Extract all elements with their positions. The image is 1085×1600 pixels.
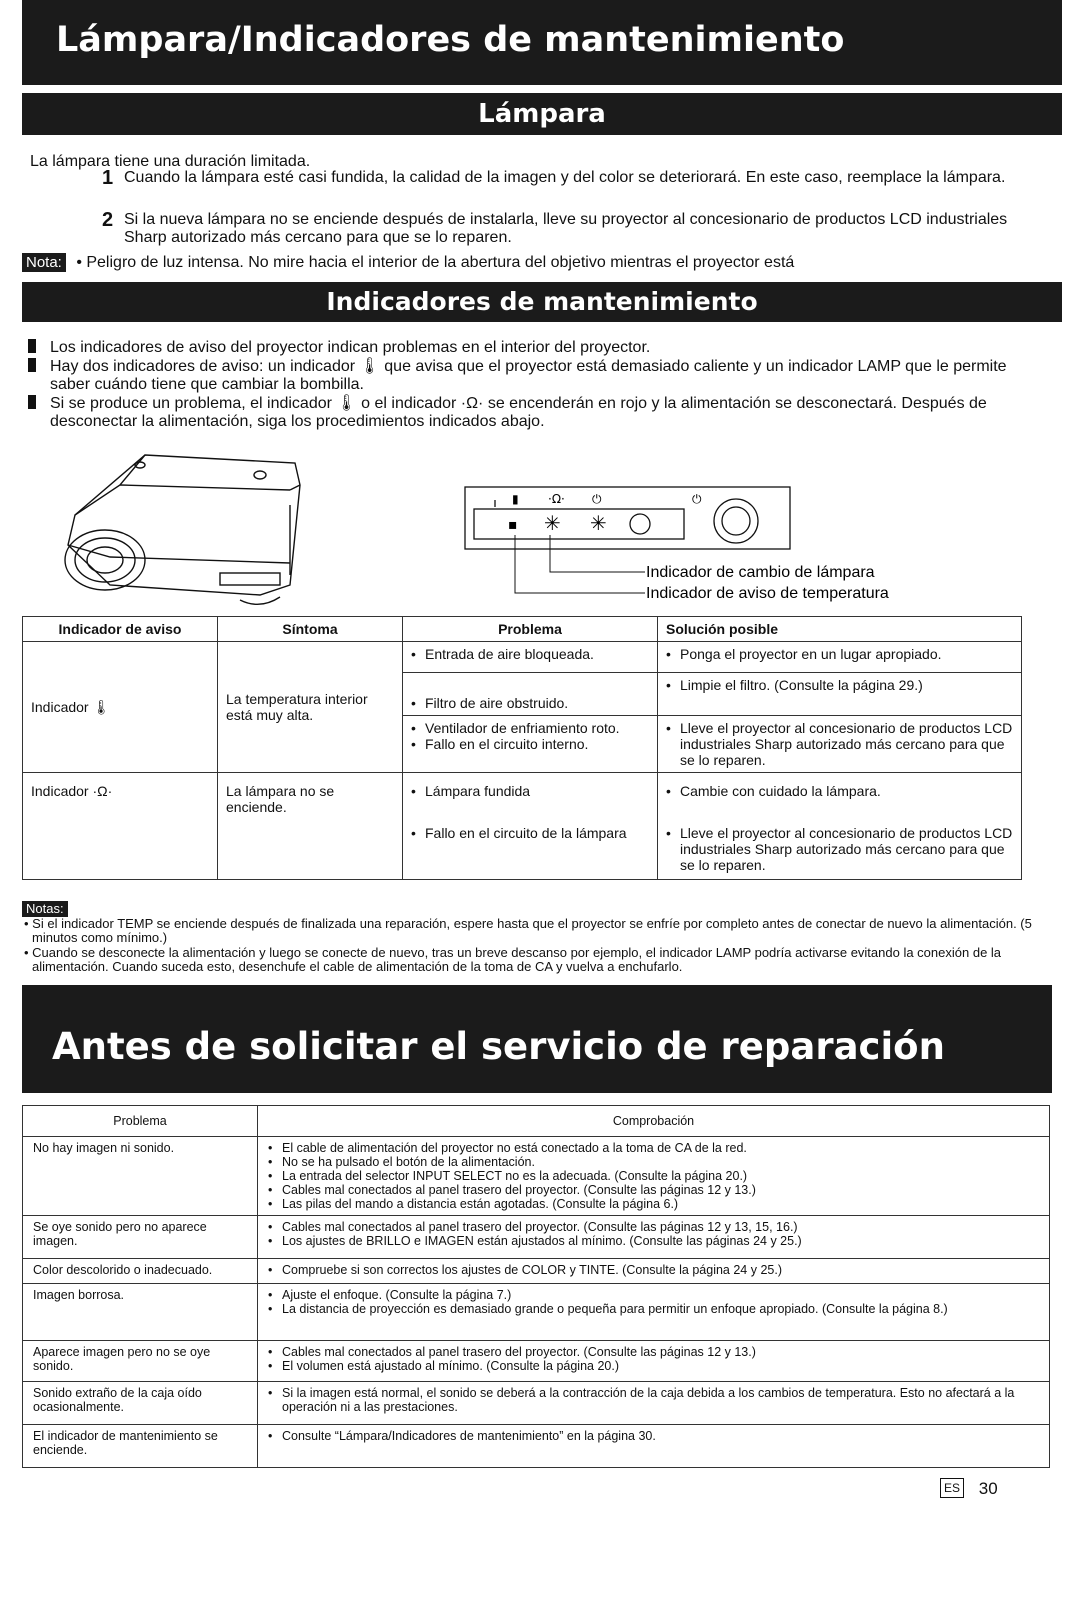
note-item: • Si el indicador TEMP se enciende después de finalizada una reparación, espere hasta que el proyector se enfríe por completo antes de conectar de nuevo la alimentación. (5 minutos como mínimo.) (24, 916, 1032, 945)
table-row (23, 1425, 1050, 1468)
lamp-note (22, 253, 1062, 272)
solution-cell: • Ponga el proyector en un lugar apropiado. (658, 642, 1022, 673)
service-title: Antes de solicitar el servicio de reparación (52, 1025, 945, 1068)
page-footer (940, 1478, 998, 1499)
check-cell: • El cable de alimentación del proyector no está conectado a la toma de CA de la red. • No se ha pulsado el botón de la alimentación. • La entrada del selector INPUT SELECT no es la adecuada. (Consulte la página 20.) • Cables mal conectados al panel trasero del proyector. (Consulte las páginas 12 y 13.) • Las pilas del mando a distancia están agotadas. (Consulte la página 6.) (258, 1137, 1050, 1216)
header-check: Comprobación (258, 1106, 1050, 1137)
check-cell: • Si la imagen está normal, el sonido se deberá a la contracción de la caja debida a los cambios de temperatura. Esto no afectará a la operación ni a las prestaciones. (258, 1382, 1050, 1425)
power-icon: ⏻ (692, 492, 702, 506)
header-symptom: Síntoma (218, 617, 403, 642)
solution-cell: • Limpie el filtro. (Consulte la página 29.) (658, 673, 1022, 716)
table-row (23, 1259, 1050, 1284)
table-row (23, 1382, 1050, 1425)
note-item: • Cuando se desconecte la alimentación y luego se conecte de nuevo, tras un breve descanso por ejemplo, el indicador LAMP podría activarse evitando la conexión de la alimentación. Cuando suceda esto, desenchufe el cable de alimentación de la toma de CA y vuelva a enchufarlo. (24, 945, 1002, 974)
table-row (23, 642, 1022, 673)
table-row (23, 1341, 1050, 1382)
maintenance-bullets (28, 339, 1023, 431)
indicator-cell: Indicador 🌡 (23, 642, 218, 773)
callout-temp-label: Indicador de aviso de temperatura (646, 585, 889, 602)
problem-cell: Sonido extraño de la caja oído ocasionalmente. (23, 1382, 258, 1425)
problem-cell: No hay imagen ni sonido. (23, 1137, 258, 1216)
check-cell: • Ajuste el enfoque. (Consulte la página 7.) • La distancia de proyección es demasiado grande o pequeña para permitir un enfoque apropiado. (Consulte la página 8.) (258, 1284, 1050, 1341)
language-badge: ES (940, 1478, 964, 1498)
problem-cell: Imagen borrosa. (23, 1284, 258, 1341)
solution-cell: • Lleve el proyector al concesionario de productos LCD industriales Sharp autorizado más cercano para que se lo reparen. (658, 821, 1022, 880)
lamp-icon: ·Ω· (548, 492, 565, 506)
item-number: 1 (102, 167, 114, 189)
table-row (23, 773, 1022, 822)
power-icon: ⏻ (592, 492, 602, 506)
item-text: Cuando la lámpara esté casi fundida, la calidad de la imagen y del color se deteriorará. En este caso, reemplace la lámpara. (124, 169, 1006, 186)
item-number: 2 (102, 209, 114, 231)
bullet-square (28, 358, 36, 372)
service-table (22, 1105, 1050, 1468)
table-row (23, 1216, 1050, 1259)
power-led-icon: ✳ (590, 511, 607, 535)
header-indicator: Indicador de aviso (23, 617, 218, 642)
header-problem: Problema (23, 1106, 258, 1137)
symptom-cell: La lámpara no se enciende. (218, 773, 403, 880)
callout-lines (515, 535, 645, 593)
note-text: • Peligro de luz intensa. No mire hacia el interior de la abertura del objetivo mientras el proyector está (76, 254, 795, 271)
item-text: Si la nueva lámpara no se enciende después de instalarla, lleve su proyector al concesionario de productos LCD industriales Sharp autorizado más cercano para que se lo reparen. (124, 211, 1008, 246)
table-row (23, 1284, 1050, 1341)
bullet-square (28, 339, 36, 353)
check-cell: • Cables mal conectados al panel trasero del proyector. (Consulte las páginas 12 y 13, 15, 16.) • Los ajustes de BRILLO e IMAGEN están ajustados al mínimo. (Consulte las páginas 24 y 25.) (258, 1216, 1050, 1259)
problem-cell: Se oye sonido pero no aparece imagen. (23, 1216, 258, 1259)
temp-led-icon: ▪ (508, 517, 518, 533)
thermometer-icon: ▮ (512, 492, 519, 506)
page-title: Lámpara/Indicadores de mantenimiento (56, 20, 845, 60)
symptom-cell: La temperatura interior está muy alta. (218, 642, 403, 773)
page-number: 30 (978, 1479, 998, 1498)
service-banner (22, 985, 1052, 1093)
lamp-intro: La lámpara tiene una duración limitada. (30, 153, 311, 170)
lamp-item-2 (102, 211, 1022, 247)
indicator-cell: Indicador ·Ω· (23, 773, 218, 880)
list-item: Los indicadores de aviso del proyector indican problemas en el interior del proyector. (28, 339, 1023, 357)
list-item: Si se produce un problema, el indicador 🌡 o el indicador ·Ω· se encenderán en rojo y la alimentación se desconectará. Después de desconectar la alimentación, siga los procedimientos indicados abajo. (28, 395, 1023, 431)
lamp-section-heading: Lámpara (22, 93, 1062, 135)
table-header-row (23, 617, 1022, 642)
projector-illustration (65, 455, 300, 604)
warning-indicator-table (22, 616, 1022, 880)
problem-cell: Aparece imagen pero no se oye sonido. (23, 1341, 258, 1382)
check-cell: • Consulte “Lámpara/Indicadores de mantenimiento” en la página 30. (258, 1425, 1050, 1468)
header-banner (22, 0, 1062, 85)
bullet-square (28, 395, 36, 409)
projector-diagram (50, 445, 910, 615)
problem-cell: • Lámpara fundida (403, 773, 658, 822)
problem-cell: Color descolorido o inadecuado. (23, 1259, 258, 1284)
problem-cell: • Fallo en el circuito de la lámpara (403, 821, 658, 880)
note-badge: Nota: (22, 253, 66, 272)
problem-cell: El indicador de mantenimiento se enciende. (23, 1425, 258, 1468)
problem-cell: • Ventilador de enfriamiento roto. • Fallo en el circuito interno. (403, 716, 658, 773)
solution-cell: • Cambie con cuidado la lámpara. (658, 773, 1022, 822)
problem-cell: • Entrada de aire bloqueada. (403, 642, 658, 673)
lamp-item-1 (102, 169, 1022, 187)
list-item: Hay dos indicadores de aviso: un indicador 🌡 que avisa que el proyector está demasiado caliente y un indicador LAMP que le permite saber cuándo tiene que cambiar la bombilla. (28, 358, 1023, 394)
callout-lamp-label: Indicador de cambio de lámpara (646, 564, 875, 581)
table-header-row (23, 1106, 1050, 1137)
header-problem: Problema (403, 617, 658, 642)
header-solution: Solución posible (658, 617, 1022, 642)
notes-badge: Notas: (22, 901, 68, 917)
check-cell: • Cables mal conectados al panel trasero del proyector. (Consulte las páginas 12 y 13.) • El volumen está ajustado al mínimo. (Consulte la página 20.) (258, 1341, 1050, 1382)
lamp-led-icon: ✳ (544, 511, 561, 535)
maintenance-section-heading: Indicadores de mantenimiento (22, 282, 1062, 322)
solution-cell: • Lleve el proyector al concesionario de productos LCD industriales Sharp autorizado más cercano para que se lo reparen. (658, 716, 1022, 773)
problem-cell: • Filtro de aire obstruido. (403, 673, 658, 716)
check-cell: • Compruebe si son correctos los ajustes de COLOR y TINTE. (Consulte la página 24 y 25.) (258, 1259, 1050, 1284)
table-row (23, 1137, 1050, 1216)
notes-block (22, 901, 1062, 975)
